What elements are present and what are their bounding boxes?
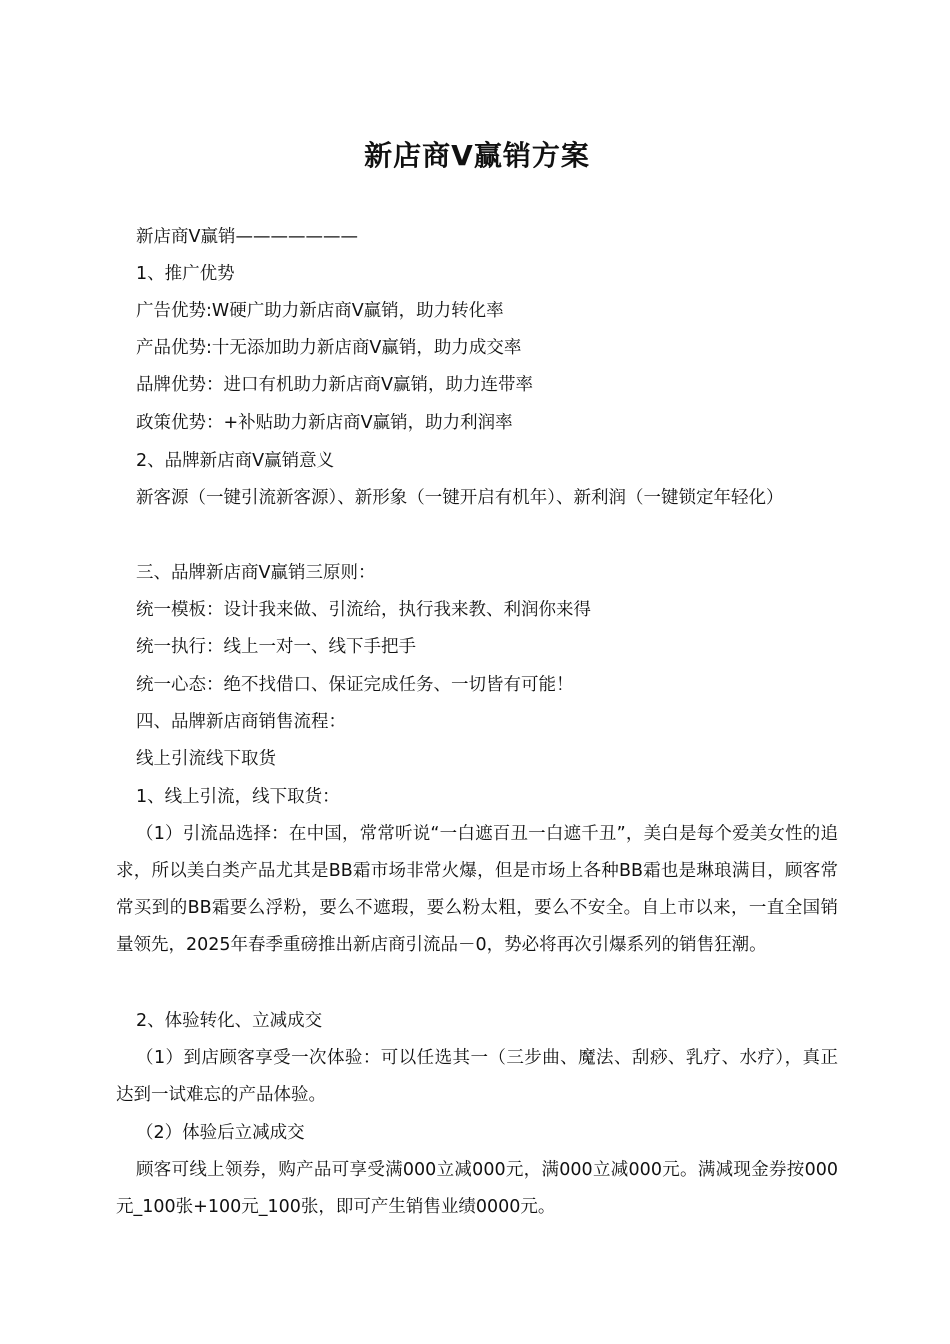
paragraph: 政策优势：+补贴助力新店商V赢销，助力利润率	[136, 413, 513, 433]
paragraph: （1）到店顾客享受一次体验：可以任选其一（三步曲、魔法、刮痧、乳疗、水疗），真正达到一试难忘的产品体验。	[116, 1048, 838, 1105]
paragraph: 2、体验转化、立减成交	[136, 1011, 323, 1031]
paragraph: 产品优势:十无添加助力新店商V赢销，助力成交率	[136, 338, 522, 358]
paragraph: 顾客可线上领券，购产品可享受满000立减000元，满000立减000元。满减现金券按000元_100张+100元_100张，即可产生销售业绩0000元。	[116, 1160, 838, 1217]
paragraph: 1、推广优势	[136, 264, 235, 284]
paragraph: 统一模板：设计我来做、引流给，执行我来教、利润你来得	[136, 600, 591, 620]
paragraph: 三、品牌新店商V赢销三原则：	[136, 563, 376, 583]
paragraph: 新店商V赢销———————	[136, 227, 358, 247]
paragraph: （1）引流品选择：在中国，常常听说“一白遮百丑一白遮千丑”，美白是每个爱美女性的追求，所以美白类产品尤其是BB霜市场非常火爆，但是市场上各种BB霜也是琳琅满目，顾客常常买到的BB霜要么浮粉，要么不遮瑕，要么粉太粗，要么不安全。自上市以来，一直全国销量领先，2025年春季重磅推出新店商引流品－0，势必将再次引爆系列的销售狂潮。	[116, 824, 838, 955]
paragraph: 品牌优势：进口有机助力新店商V赢销，助力连带率	[136, 375, 533, 395]
paragraph: 2、品牌新店商V赢销意义	[136, 451, 335, 471]
paragraph: 统一执行：线上一对一、线下手把手	[136, 637, 416, 657]
paragraph: 新客源（一键引流新客源）、新形象（一键开启有机年）、新利润（一键锁定年轻化）	[136, 488, 784, 508]
paragraph: 四、品牌新店商销售流程：	[136, 712, 346, 732]
paragraph: 统一心态：绝不找借口、保证完成任务、一切皆有可能！	[136, 675, 574, 695]
paragraph: 线上引流线下取货	[136, 749, 276, 769]
paragraph: （2）体验后立减成交	[136, 1123, 305, 1143]
document-title: 新店商V赢销方案	[364, 139, 590, 172]
paragraph: 广告优势:W硬广助力新店商V赢销，助力转化率	[136, 301, 504, 321]
paragraph: 1、线上引流，线下取货：	[136, 787, 340, 807]
